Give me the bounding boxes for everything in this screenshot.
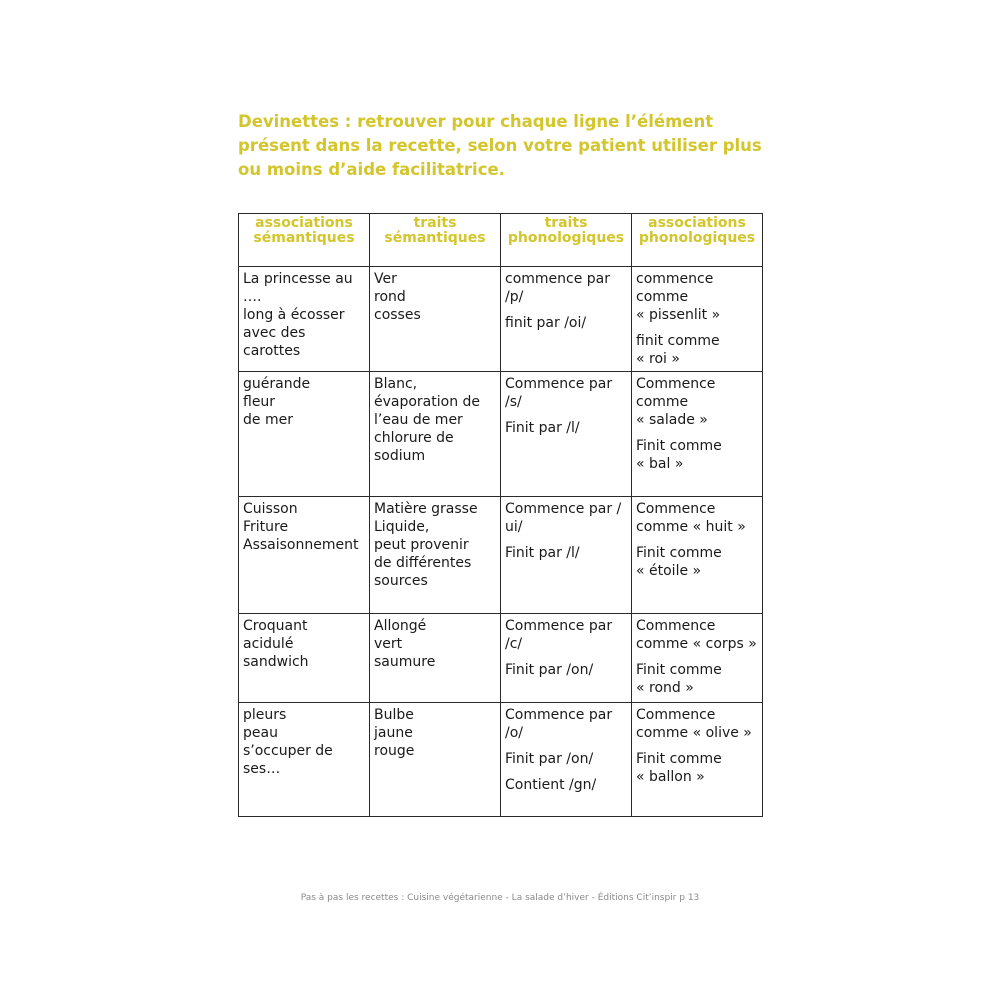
paragraph-gap (636, 536, 759, 544)
cell-line: …. (243, 289, 262, 305)
table-row (239, 703, 763, 817)
header-line: phonologiques (507, 230, 625, 246)
header-line: phonologiques (638, 230, 756, 246)
cell-line: Finit comme (636, 662, 722, 678)
table-row (239, 267, 763, 372)
cell-line: « salade » (636, 412, 708, 428)
table-header-row (239, 214, 763, 267)
cell-line: Commence (636, 707, 716, 723)
paragraph-gap (505, 536, 628, 544)
table-cell-semantic-associations (239, 497, 370, 614)
header-line: associations (648, 215, 746, 231)
cell-line: jaune (374, 725, 413, 741)
cell-line: commence (636, 271, 714, 287)
cell-line: l’eau de mer (374, 412, 463, 428)
header-line: sémantiques (253, 230, 355, 246)
table-cell-phonological-traits (501, 267, 632, 372)
table-cell-semantic-associations (239, 372, 370, 497)
header-line: associations (255, 215, 353, 231)
cell-line: saumure (374, 654, 436, 670)
cell-line: Commence (636, 618, 716, 634)
table-cell-phonological-traits (501, 372, 632, 497)
paragraph-gap (505, 768, 628, 776)
table-cell-phonological-traits (501, 703, 632, 817)
table-cell-phonological-associations (632, 497, 763, 614)
cell-line: cosses (374, 307, 421, 323)
table-cell-phonological-traits (501, 497, 632, 614)
cell-line: Finit par /on/ (505, 751, 594, 767)
header-line: traits (544, 215, 588, 231)
cell-line: rond (374, 289, 406, 305)
column-header-semantic-associations (239, 214, 370, 267)
heading-line: présent dans la recette, selon votre patient utiliser plus (238, 136, 762, 155)
table-cell-phonological-associations (632, 703, 763, 817)
cell-line: sources (374, 573, 428, 589)
cell-line: Assaisonnement (243, 537, 359, 553)
column-header-phonological-traits (501, 214, 632, 267)
table-cell-phonological-associations (632, 267, 763, 372)
heading-line: Devinettes : retrouver pour chaque ligne l’élément (238, 112, 714, 131)
cell-line: /s/ (505, 394, 522, 410)
page-footer: Pas à pas les recettes : Cuisine végétarienne - La salade d’hiver - Éditions Cit’inspir p 13 (300, 893, 700, 903)
cell-line: sodium (374, 448, 426, 464)
cell-line: Commence par (505, 618, 613, 634)
cell-line: finit comme (636, 333, 720, 349)
cell-line: Cuisson (243, 501, 298, 517)
table-cell-semantic-traits (370, 614, 501, 703)
cell-line: comme « corps » (636, 636, 757, 652)
table-cell-semantic-associations (239, 703, 370, 817)
cell-line: finit par /oi/ (505, 315, 587, 331)
table-cell-semantic-traits (370, 267, 501, 372)
cell-line: Croquant (243, 618, 308, 634)
cell-line: Finit par /l/ (505, 420, 580, 436)
cell-line: Commence (636, 376, 716, 392)
cell-line: Allongé (374, 618, 427, 634)
table-row (239, 614, 763, 703)
column-header-phonological-associations (632, 214, 763, 267)
cell-line: Commence par (505, 707, 613, 723)
paragraph-gap (505, 411, 628, 419)
cell-line: peut provenir (374, 537, 469, 553)
cell-line: Contient /gn/ (505, 777, 597, 793)
cell-line: « étoile » (636, 563, 702, 579)
cell-line: sandwich (243, 654, 309, 670)
cell-line: acidulé (243, 636, 294, 652)
cell-line: Friture (243, 519, 289, 535)
cell-line: pleurs (243, 707, 287, 723)
cell-line: commence par (505, 271, 611, 287)
cell-line: Commence par / (505, 501, 622, 517)
cell-line: de mer (243, 412, 293, 428)
cell-line: /o/ (505, 725, 523, 741)
table-cell-semantic-associations (239, 267, 370, 372)
heading-line: ou moins d’aide facilitatrice. (238, 160, 505, 179)
paragraph-gap (636, 324, 759, 332)
table-row (239, 372, 763, 497)
cell-line: Liquide, (374, 519, 430, 535)
paragraph-gap (505, 653, 628, 661)
cell-line: rouge (374, 743, 415, 759)
cell-line: Finit comme (636, 545, 722, 561)
cell-line: /c/ (505, 636, 523, 652)
cell-line: ses… (243, 761, 281, 777)
cell-line: « bal » (636, 456, 684, 472)
cell-line: Finit par /on/ (505, 662, 594, 678)
cell-line: ui/ (505, 519, 523, 535)
table-cell-phonological-traits (501, 614, 632, 703)
cell-line: « rond » (636, 680, 694, 696)
cell-line: « ballon » (636, 769, 705, 785)
table-row (239, 497, 763, 614)
riddles-table (238, 213, 763, 817)
table-cell-phonological-associations (632, 372, 763, 497)
paragraph-gap (505, 306, 628, 314)
column-header-semantic-traits (370, 214, 501, 267)
table-cell-semantic-traits (370, 497, 501, 614)
cell-line: comme (636, 289, 689, 305)
table-cell-semantic-traits (370, 372, 501, 497)
paragraph-gap (636, 742, 759, 750)
paragraph-gap (505, 742, 628, 750)
cell-line: avec des carottes (243, 325, 306, 359)
cell-line: Ver (374, 271, 397, 287)
cell-line: Bulbe (374, 707, 414, 723)
cell-line: fleur (243, 394, 276, 410)
cell-line: Finit comme (636, 751, 722, 767)
table-cell-semantic-associations (239, 614, 370, 703)
cell-line: guérande (243, 376, 311, 392)
cell-line: Blanc, (374, 376, 418, 392)
cell-line: comme « huit » (636, 519, 746, 535)
cell-line: La princesse au (243, 271, 353, 287)
cell-line: s’occuper de (243, 743, 333, 759)
cell-line: chlorure de (374, 430, 454, 446)
cell-line: évaporation de (374, 394, 481, 410)
cell-line: /p/ (505, 289, 524, 305)
cell-line: comme « olive » (636, 725, 752, 741)
cell-line: « roi » (636, 351, 680, 367)
header-line: traits (413, 215, 457, 231)
cell-line: de différentes (374, 555, 472, 571)
cell-line: vert (374, 636, 403, 652)
cell-line: « pissenlit » (636, 307, 721, 323)
paragraph-gap (636, 429, 759, 437)
table-cell-phonological-associations (632, 614, 763, 703)
cell-line: Commence (636, 501, 716, 517)
table-cell-semantic-traits (370, 703, 501, 817)
paragraph-gap (636, 653, 759, 661)
cell-line: Matière grasse (374, 501, 478, 517)
cell-line: Finit comme (636, 438, 722, 454)
cell-line: Finit par /l/ (505, 545, 580, 561)
cell-line: Commence par (505, 376, 613, 392)
cell-line: comme (636, 394, 689, 410)
cell-line: peau (243, 725, 278, 741)
cell-line: long à écosser (243, 307, 345, 323)
header-line: sémantiques (384, 230, 486, 246)
riddles-instructions-heading (238, 110, 778, 182)
